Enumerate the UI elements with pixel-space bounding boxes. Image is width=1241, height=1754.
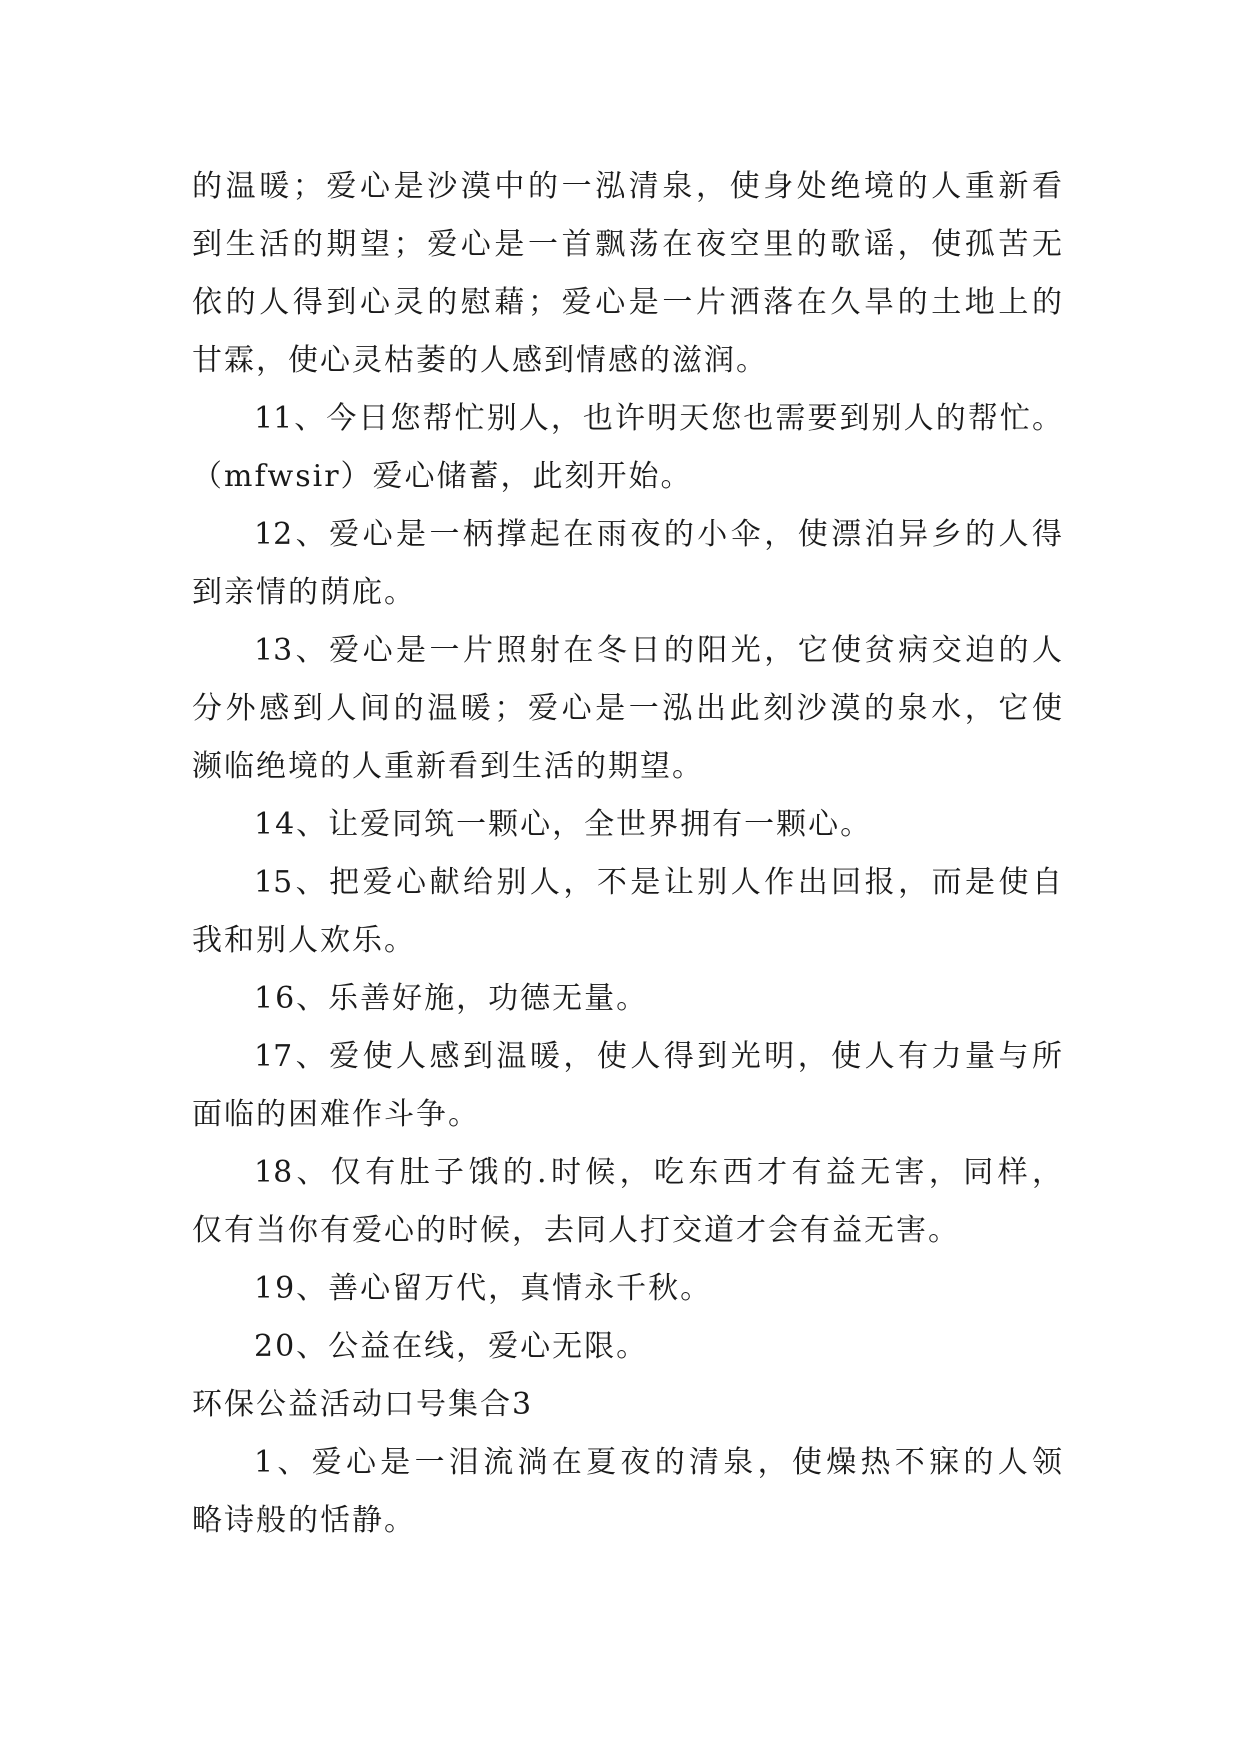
text-line: 我和别人欢乐。: [192, 923, 416, 958]
list-item-18: 18、仅有肚子饿的.时候，吃东西才有益无害，同样，: [254, 1155, 1062, 1190]
list-item-1: 1、爱心是一泪流淌在夏夜的清泉，使燥热不寐的人领: [254, 1445, 1062, 1480]
list-item-19: 19、善心留万代，真情永千秋。: [254, 1271, 713, 1306]
list-item-11: 11、今日您帮忙别人，也许明天您也需要到别人的帮忙。: [254, 401, 1062, 436]
list-item-15: 15、把爱心献给别人，不是让别人作出回报，而是使自: [254, 865, 1062, 900]
list-item-14: 14、让爱同筑一颗心，全世界拥有一颗心。: [254, 807, 873, 842]
document-page: [192, 158, 1062, 1550]
text-line: （mfwsir）爱心储蓄，此刻开始。: [192, 459, 693, 494]
list-item-12: 12、爱心是一柄撑起在雨夜的小伞，使漂泊异乡的人得: [254, 517, 1062, 552]
list-item-20: 20、公益在线，爱心无限。: [254, 1329, 649, 1364]
text-line: 到生活的期望；爱心是一首飘荡在夜空里的歌谣，使孤苦无: [192, 227, 1062, 262]
list-item-17: 17、爱使人感到温暖，使人得到光明，使人有力量与所: [254, 1039, 1062, 1074]
text-line: 面临的困难作斗争。: [192, 1097, 480, 1132]
text-line: 甘霖，使心灵枯萎的人感到情感的滋润。: [192, 343, 768, 378]
text-line: 的温暖；爱心是沙漠中的一泓清泉，使身处绝境的人重新看: [192, 169, 1062, 204]
text-line: 濒临绝境的人重新看到生活的期望。: [192, 749, 704, 784]
section-heading: 环保公益活动口号集合3: [192, 1387, 534, 1422]
text-line: 略诗般的恬静。: [192, 1503, 416, 1538]
text-line: 到亲情的荫庇。: [192, 575, 416, 610]
text-line: 依的人得到心灵的慰藉；爱心是一片洒落在久旱的土地上的: [192, 285, 1062, 320]
text-line: 分外感到人间的温暖；爱心是一泓出此刻沙漠的泉水，它使: [192, 691, 1062, 726]
list-item-13: 13、爱心是一片照射在冬日的阳光，它使贫病交迫的人: [254, 633, 1062, 668]
list-item-16: 16、乐善好施，功德无量。: [254, 981, 649, 1016]
text-line: 仅有当你有爱心的时候，去同人打交道才会有益无害。: [192, 1213, 960, 1248]
